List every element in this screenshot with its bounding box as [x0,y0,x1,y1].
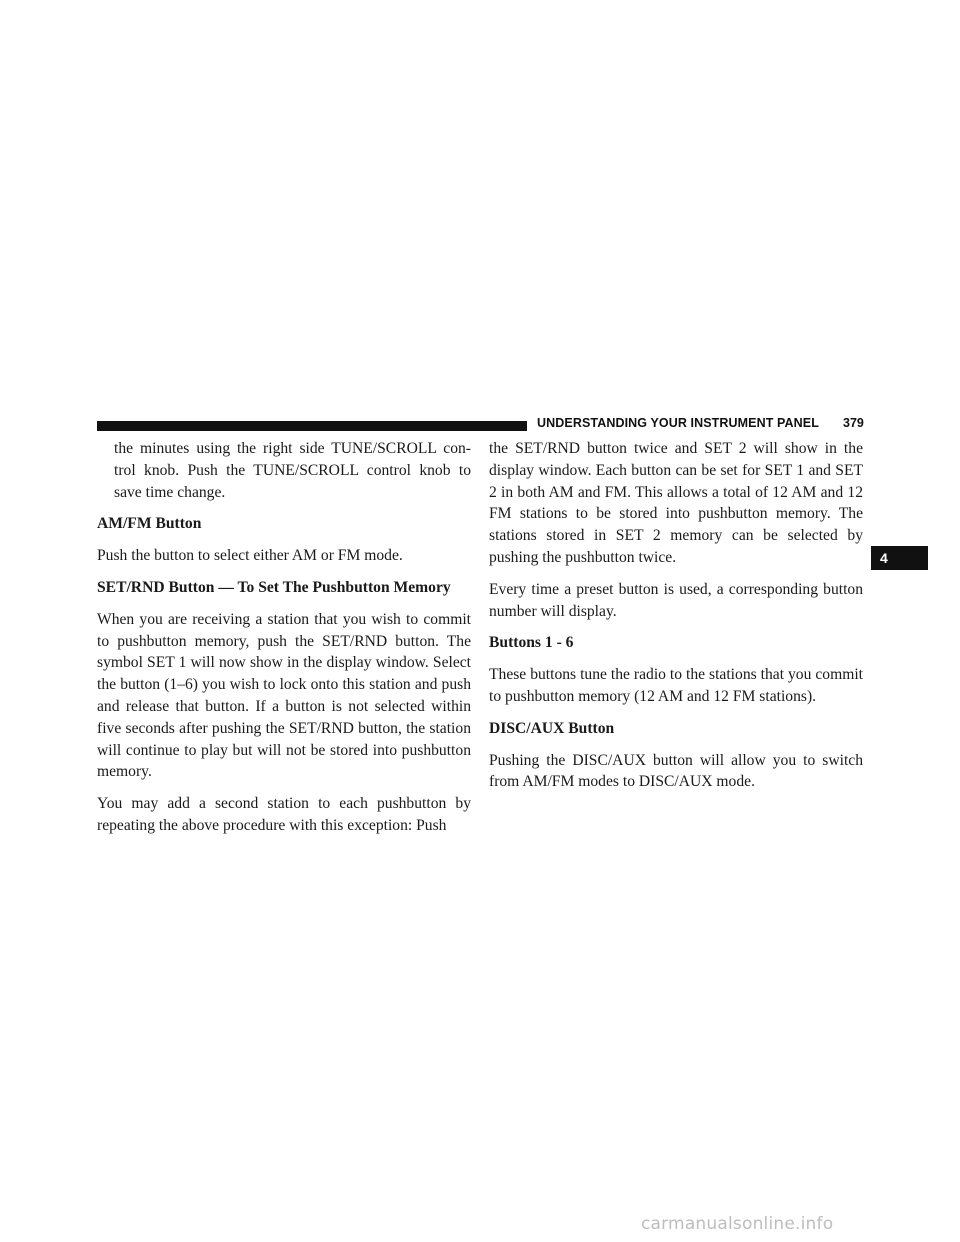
watermark: carmanualsonline.info [641,1214,834,1234]
paragraph-set-2: the SET/RND button twice and SET 2 will show in the display window. Each button can be set for SET 1 and SET 2 in both AM and FM. This allows a total of 12 AM and 12 FM stations to be stored into pushbutton memory. The stations stored in SET 2 memory can be selected by pushing the pushbutton twice. [489,440,863,566]
paragraph-disc-aux: Pushing the DISC/AUX button will allow you to switch from AM/FM modes to DISC/AUX mode. [489,751,863,791]
heading-set-rnd-button: SET/RND Button — To Set The Pushbutton Memory [97,578,451,596]
right-column [489,438,863,803]
paragraph-am-fm: Push the button to select either AM or FM mode. [97,547,403,565]
paragraph-continued: the minutes using the right side TUNE/SCROLL con- trol knob. Push the TUNE/SCROLL control knob to save time change. [114,440,471,501]
section-title: UNDERSTANDING YOUR INSTRUMENT PANEL [537,416,819,430]
paragraph-preset: Every time a preset button is used, a corresponding button number will display. [489,580,863,620]
chapter-tab: 4 [871,546,928,570]
paragraph-second-station: You may add a second station to each pushbutton by repeating the above procedure with this exception: Push [97,795,471,834]
heading-buttons-1-6: Buttons 1 - 6 [489,634,574,652]
paragraph-set-rnd: When you are receiving a station that you wish to commit to pushbutton memory, push the SET/RND button. The symbol SET 1 will now show in the display window. Select the button (1–6) you wish to lock onto this station and push and release that button. If a button is not selected within five seconds after pushing the SET/RND button, the station will continue to play but will not be stored into pushbutton memory. [97,610,471,781]
heading-disc-aux-button: DISC/AUX Button [489,719,615,737]
left-column [97,438,471,847]
heading-am-fm-button: AM/FM Button [97,515,202,533]
paragraph-buttons: These buttons tune the radio to the stations that you commit to pushbutton memory (12 AM and 12 FM stations). [489,666,863,705]
header-rule [97,421,527,431]
page-number: 379 [843,416,864,430]
